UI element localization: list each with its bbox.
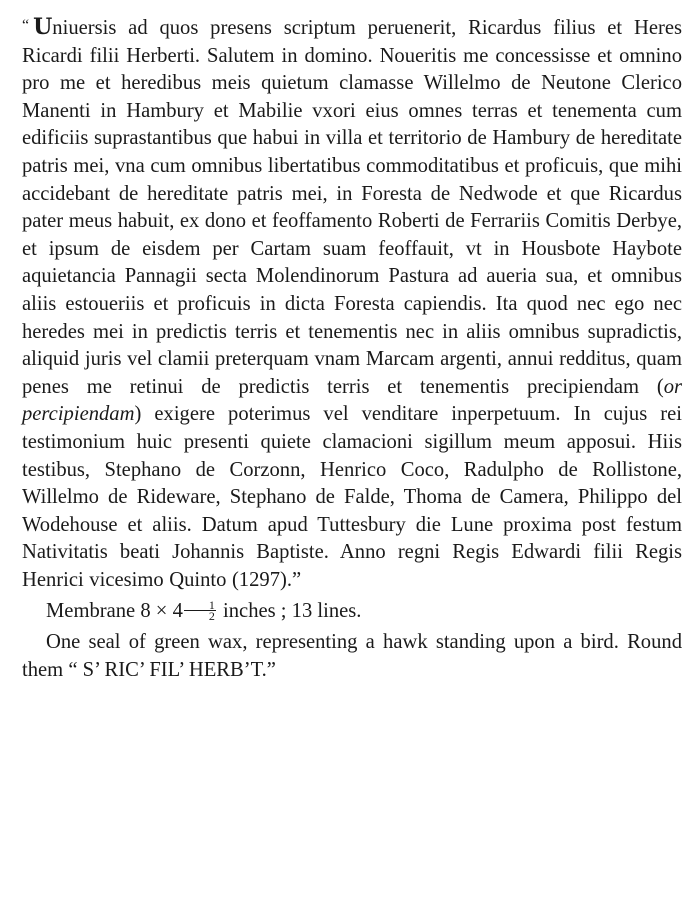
charter-text-part2: ) exigere poterimus vel venditare inperpetuum. In cujus rei testimonium huic presenti quiete clamacioni sigillum meum apposui. Hiis testibus, Stephano de Corzonn, Henrico Coco, Radulpho de Rollistone, Willelmo de Rideware, Stephano de Falde, Thoma de Camera, Philippo del Wodehouse et aliis. Datum apud Tuttesbury die Lune proxima post festum Nativitatis beati Johannis Baptiste. Anno regni Regis Edwardi filii Regis Henrici vicesimo Quinto (1297).” — [22, 403, 682, 591]
membrane-whole: 4 — [172, 600, 183, 623]
opening-quote: “ — [22, 17, 30, 34]
initial-letter: U — [33, 14, 53, 40]
seal-note: One seal of green wax, representing a hawk standing upon a bird. Round them “ S’ RIC’ FIL’ HERB’T.” — [22, 631, 682, 682]
membrane-frac-num: 1 — [184, 600, 216, 611]
charter-text-part1: niuersis ad quos presens scriptum peruenerit, Ricardus filius et Heres Ricardi filii Herberti. Salutem in domino. Noueritis me concessisse et omnino pro me et heredibus meis quietum clamasse Willelmo de Neutone Clerico Manenti in Hambury et Mabilie vxori eius omnes terras et tenementa cum edificiis suprastantibus que habui in villa et territorio de Hambury de hereditate patris mei, vna cum omnibus libertatibus commoditatibus et proficuis, que mihi accidebant de hereditate patris mei, in Foresta de Nedwode et que Ricardus pater meus habuit, ex dono et feoffamento Roberti de Ferrariis Comitis Derbye, et ipsum de eisdem per Cartam suam feoffauit, vt in Housbote Haybote aquietancia Pannagii secta Molendinorum Pastura ad aueria sua, et omnibus aliis estoueriis et proficuis in dicta Foresta capiendis. Ita quod nec ego nec heredes mei in predictis terris et tenementis nec in aliis omnibus supradictis, aliquid juris vel clamii preterquam vnam Marcam argenti, annui redditus, quam penes me retinui de predictis terris et tenementis precipiendam ( — [22, 17, 682, 398]
charter-italic-note: or percipiendam — [22, 375, 682, 426]
membrane-rest: inches ; 13 lines. — [223, 600, 362, 623]
membrane-label: Membrane 8 × — [46, 600, 168, 623]
charter-text — [22, 12, 682, 594]
membrane-frac-den: 2 — [208, 609, 215, 624]
membrane-fraction — [184, 598, 216, 624]
membrane-note — [22, 597, 682, 625]
